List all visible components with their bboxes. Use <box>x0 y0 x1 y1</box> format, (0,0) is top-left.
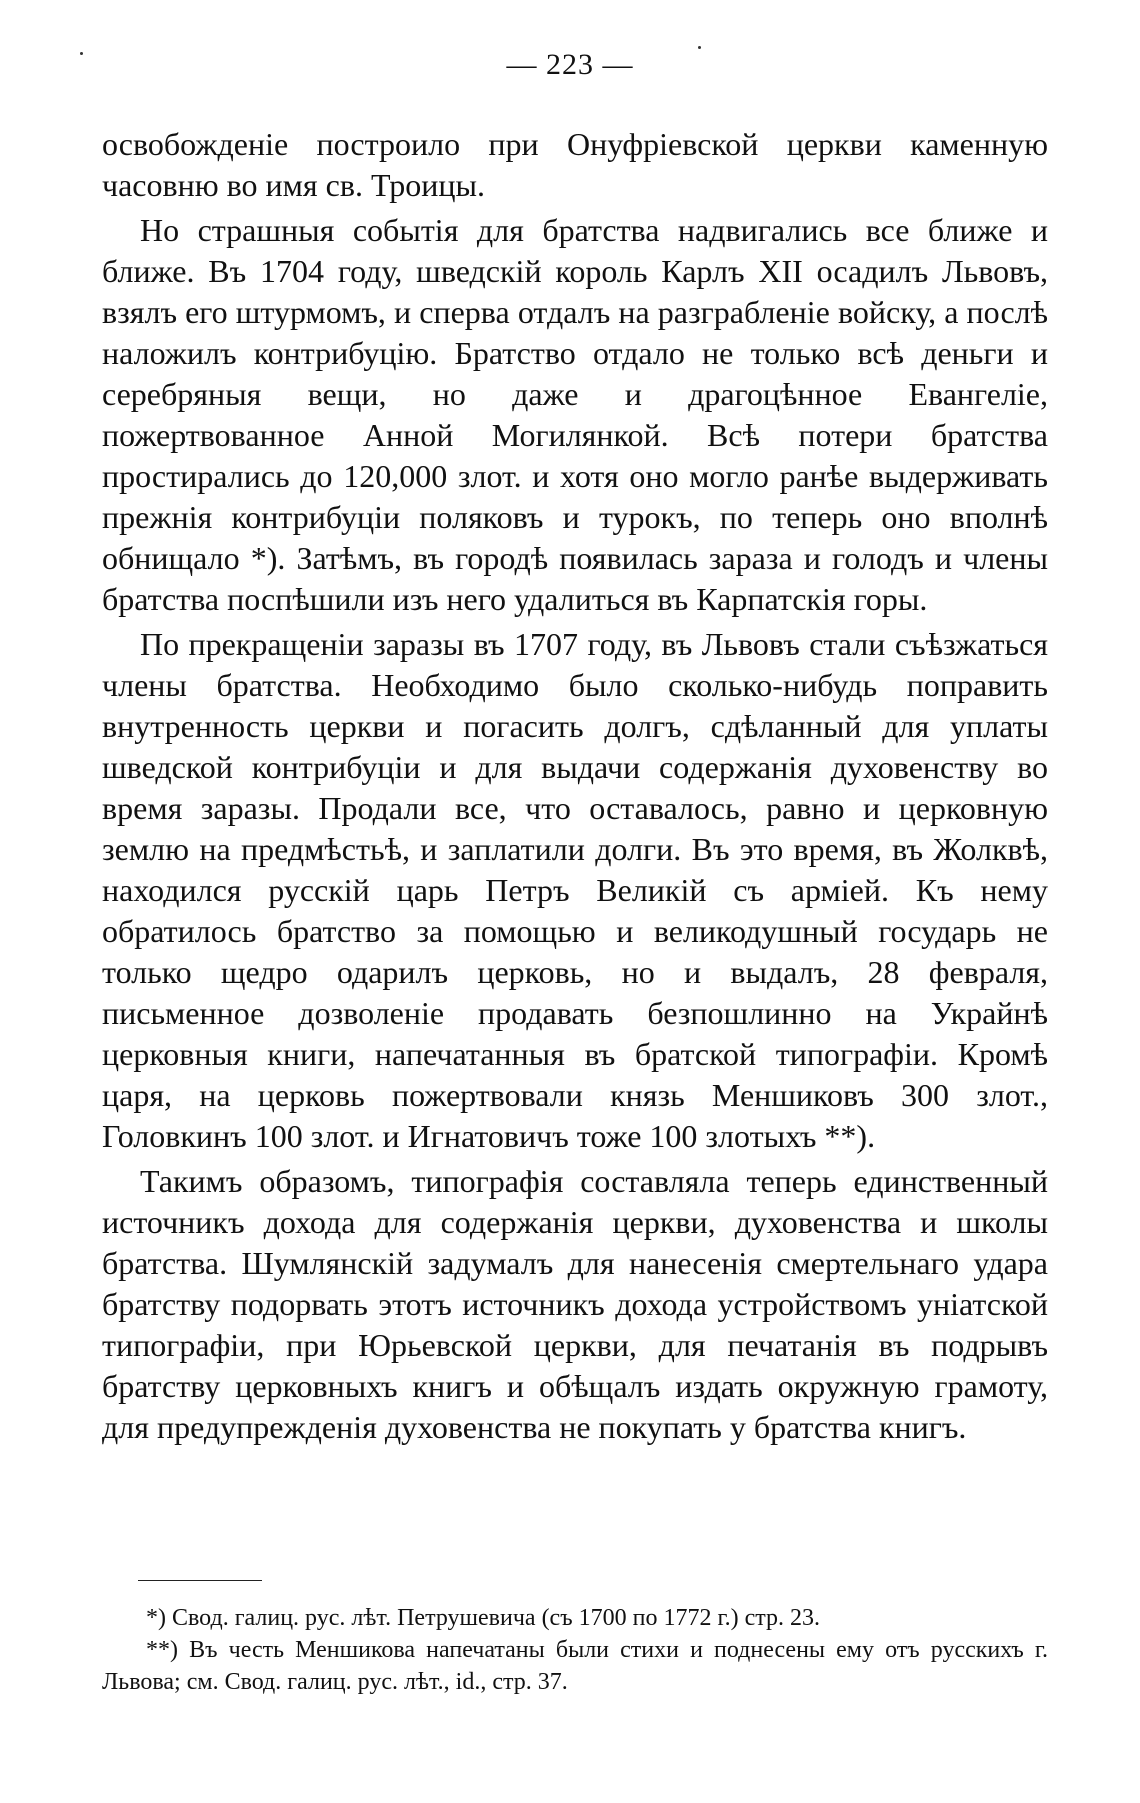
paragraph: освобожденіе построило при Онуфріевской церкви каменную часовню во имя св. Троицы. <box>102 126 1048 203</box>
footnote-separator <box>138 1580 262 1581</box>
page-number: — 223 — <box>506 48 634 81</box>
paragraph: По прекращеніи заразы въ 1707 году, въ Львовъ стали съѣзжаться члены братства. Необходимо было сколько-нибудь поправить внутренность церкви и погасить долгъ, сдѣланный для уплаты шведской контрибуціи и для выдачи содержанія духовенству во время заразы. Продали все, что оставалось, равно и церковную землю на предмѣстьѣ, и заплатили долги. Въ это время, въ Жолквѣ, находился русскій царь Петръ Великій съ арміей. Къ нему обратилось братство за помощью и великодушный государь не только щедро одарилъ церковь, но и выдалъ, 28 февраля, письменное дозволеніе продавать безпошлинно на Украйнѣ церковныя книги, напечатанныя въ братской типографіи. Кромѣ царя, на церковь пожертвовали князь Меншиковъ 300 злот., Головкинъ 100 злот. и Игнатовичъ тоже 100 злотыхъ **). <box>102 626 1048 1154</box>
footnote: **) Въ честь Меншикова напечатаны были стихи и поднесены ему отъ русскихъ г. Львова; см. Свод. галиц. рус. лѣт., id., стр. 37. <box>102 1637 1048 1695</box>
main-text <box>102 124 1048 1452</box>
footnotes <box>102 1602 1048 1698</box>
footnote: *) Свод. галиц. рус. лѣт. Петрушевича (съ 1700 по 1772 г.) стр. 23. <box>146 1605 821 1631</box>
paragraph: Но страшныя событія для братства надвигались все ближе и ближе. Въ 1704 году, шведскій король Карлъ XII осадилъ Львовъ, взялъ его штурмомъ, и сперва отдалъ на разграбленіе войску, а послѣ наложилъ контрибуцію. Братство отдало не только всѣ деньги и серебряныя вещи, но даже и драгоцѣнное Евангеліе, пожертвованное Анной Могилянкой. Всѣ потери братства простирались до 120,000 злот. и хотя оно могло ранѣе выдерживать прежнія контрибуціи поляковъ и турокъ, по теперь оно вполнѣ обнищало *). Затѣмъ, въ городѣ появилась зараза и голодъ и члены братства поспѣшили изъ него удалиться въ Карпатскія горы. <box>102 212 1048 617</box>
paragraph: Такимъ образомъ, типографія составляла теперь единственный источникъ дохода для содержанія церкви, духовенства и школы братства. Шумлянскій задумалъ для нанесенія смертельнаго удара братству подорвать этотъ источникъ дохода устройствомъ уніатской типографіи, при Юрьевской церкви, для печатанія въ подрывъ братству церковныхъ книгъ и обѣщалъ издать окружную грамоту, для предупрежденія духовенства не покупать у братства книгъ. <box>102 1163 1048 1445</box>
